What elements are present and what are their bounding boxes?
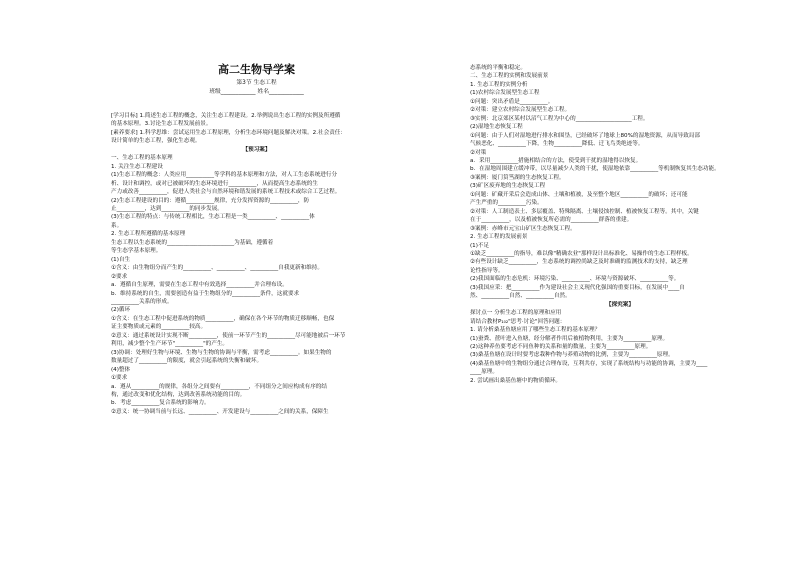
text-line: 2. 生态工程所遵循的基本原理: [111, 231, 186, 238]
text-line: (1)蚕粪、蔗叶进入鱼塘，经分解者作用后被植物利用，主要为__________原理。: [470, 335, 669, 342]
text-line: b．维持系统的自生，需要创造有益于生物组分的__________条件，这就要求: [111, 290, 300, 297]
right-column: [470, 64, 770, 385]
text-line: 止__________，达到__________的同步发展。: [111, 205, 223, 212]
text-line: ③实例：北京郊区某村以沼气工程为中心的____________________工程。: [470, 115, 649, 122]
text-line: ②对策：人工制造表土、多层覆盖、特殊隔离、土壤侵蚀控制、植被恢复工程等。其中，关键: [470, 208, 699, 215]
text-line: ①含义：在生态工程中促进系统的物质__________，确保在各个环节的物质迁移顺畅，也保: [111, 315, 335, 322]
text-line: ①缺乏__________的指导，难以像"精确农业"那样设计出标准化、易操作的生态工程样板。: [470, 250, 693, 257]
text-line: (2)我国面临的生态危机：环境污染、__________、环境与资源破坏、__________等。: [470, 276, 680, 283]
text-line: a．遵从__________的规律，各组分之间要有__________，不同组分之间应构成有序的结: [111, 383, 327, 390]
text-line: 请结合教材P₁₀₂"思考·讨论"回答问题：: [470, 318, 566, 325]
text-line: 然、__________自然、__________自然。: [470, 293, 571, 300]
text-line: 1. 请分析桑基鱼塘应用了哪些生态工程的基本原理？: [470, 327, 601, 334]
left-column: [111, 112, 402, 416]
text-line: ①要求: [111, 375, 128, 382]
text-line: ①含义：由生物组分而产生的__________、__________、__________自我更新和维持。: [111, 265, 323, 272]
text-line: b．考虑__________复合系统的影响力。: [111, 400, 210, 407]
text-line: 1. 生态工程的实例分析: [470, 81, 528, 88]
text-line: 系。: [111, 222, 123, 229]
text-line: 设计简单的生态工程，强化生态观。: [111, 138, 201, 145]
text-line: 数量超过了__________的限度，就会引起系统的失衡和破坏。: [111, 358, 263, 365]
text-line: ②对策: [470, 149, 487, 156]
text-line: 利用，减少整个生产环节"__________"的产生。: [111, 341, 229, 348]
text-line: ②意义：统一协调当前与长远、__________、开发建设与__________之间的关系，保障生: [111, 408, 329, 415]
text-line: ①问题：由于人们对湿地进行排水和围垦，已经破坏了地球上80%的湿地资源，从而导致局部: [470, 132, 701, 139]
text-line: 二、生态工程的实例和发展前景: [470, 73, 549, 80]
page-title: 高二生物导学案: [218, 63, 295, 76]
text-line: 的基本原理。3.讨论生态工程发展前景。: [111, 121, 212, 128]
text-line: 产力或改善__________，促进人类社会与自然环境和谐发展的系统工程技术或综合工艺过程。: [111, 189, 341, 196]
text-line: ____原理。: [470, 369, 498, 376]
text-line: (4)桑基鱼塘中的生物组分通过合理布设，互利共存，实现了系统结构与功能的协调，主要为____: [470, 360, 708, 367]
text-line: 气候恶化、__________下降，生物__________降低、迁飞鸟类绝迹等。: [470, 141, 644, 148]
text-line: (2)这种养鱼要考虑不同鱼种的关系和量的数量，主要为__________原理。: [470, 343, 652, 350]
text-line: (2)湿地生态恢复工程: [470, 124, 523, 131]
text-line: 【探究案】: [606, 301, 634, 308]
text-line: ②意义：通过系统设计实现不断__________，使前一环节产生的__________尽可能地被后一环节: [111, 332, 346, 339]
text-line: 产生严重的__________污染。: [470, 200, 543, 207]
text-line: 态系统的平衡和稳定。: [470, 65, 526, 71]
text-line: 析、设计和调控，或对已被破坏的生态环境进行__________，从而提高生态系统的生: [111, 180, 318, 187]
text-line: 等生态学基本原理。: [111, 248, 162, 255]
text-line: ②对策：建立农村综合发展型生态工程。: [470, 107, 571, 114]
text-line: [素养要求] 1.科学思维：尝试运用生态工程原理，分析生态环境问题及解决对策。2.社会责任：: [111, 129, 346, 136]
text-line: ②有些设计缺乏__________，生态系统的调控尚缺乏及时准确的监测技术的支持，缺乏理: [470, 259, 688, 266]
text-line: (3)我国应采：把__________作为建设社会主义现代化强国的重要目标，在发展中____自: [470, 284, 685, 291]
text-line: (1)不足: [470, 242, 490, 249]
text-line: 1. 关注生态工程建设: [111, 163, 163, 170]
text-line: (3)生态工程的特点：与传统工程相比，生态工程是一类__________、__________体: [111, 214, 315, 221]
text-line: (3)桑基鱼塘在设计时要考虑栽种作物与养殖动物的比例，主要为__________原理。: [470, 352, 674, 359]
text-line: ③案例：厦门筼筜湖的生态恢复工程。: [470, 174, 565, 181]
text-line: [学习目标] 1.简述生态工程的概念，关注生态工程建设。2.举例说出生态工程的实例及所遵循: [111, 113, 341, 119]
text-line: a．遵循自生原理，需要在生态工程中有效选择__________并合理布设。: [111, 282, 288, 289]
text-line: (1)农村综合发展型生态工程: [470, 90, 540, 97]
class-name-line: 班级____________ 姓名____________: [209, 89, 304, 95]
text-line: 2. 尝试画出桑基鱼塘中的物质循环。: [470, 377, 562, 384]
text-line: 构，通过改变和优化结构，达到改善系统功能的目的。: [111, 391, 246, 398]
text-line: 2. 生态工程的发展前景: [470, 234, 528, 241]
text-line: ③案例：赤峰市元宝山矿区生态恢复工程。: [470, 225, 576, 232]
text-line: 生态工程以生态系统的________________________为基础，遵循着: [111, 239, 274, 246]
text-line: ②要求: [111, 273, 128, 280]
text-line: __________关系的形成。: [111, 298, 173, 305]
text-line: (4)整体: [111, 366, 131, 373]
text-line: 在于__________，以及植被恢复所必需的__________群落的重建。: [470, 217, 633, 224]
text-line: (1)自生: [111, 256, 131, 263]
text-line: (2)循环: [111, 307, 131, 314]
text-line: (2)生态工程建设的目的：遵循__________规律，充分发挥资源的__________，防: [111, 197, 310, 204]
text-line: 一、生态工程的基本原理: [111, 155, 173, 162]
text-line: 论性指导等。: [470, 267, 504, 274]
text-line: (3)协调：处理好生物与环境、生物与生物的协调与平衡，需考虑__________。如果生物的: [111, 349, 332, 356]
text-line: b．在湿地周围建立缓冲带，以尽量减少人类的干扰，使湿地依靠__________等机制恢复其生态功能。: [470, 166, 720, 173]
text-line: 探讨点一 分析生态工程的原理和应用: [470, 310, 562, 317]
text-line: 证主要物质或元素的__________较高。: [111, 324, 207, 331]
text-line: (3)矿区废弃地的生态恢复工程: [470, 183, 546, 190]
text-line: 【预习案】: [242, 146, 271, 153]
text-line: (1)生态工程的概念：人类应用__________等学科的基本原理和方法，对人工生态系统进行分: [111, 172, 338, 179]
text-line: ①问题：突出矛盾是__________。: [470, 98, 554, 105]
section-subtitle: 第3节 生态工程: [236, 80, 277, 86]
text-line: ①问题：矿藏开采后会造成山体、土壤和植被，及至整个地区__________的破坏；还可能: [470, 191, 688, 198]
text-line: a．采用__________措施相结合的方法，使受到干扰的湿地得以恢复。: [470, 157, 642, 164]
